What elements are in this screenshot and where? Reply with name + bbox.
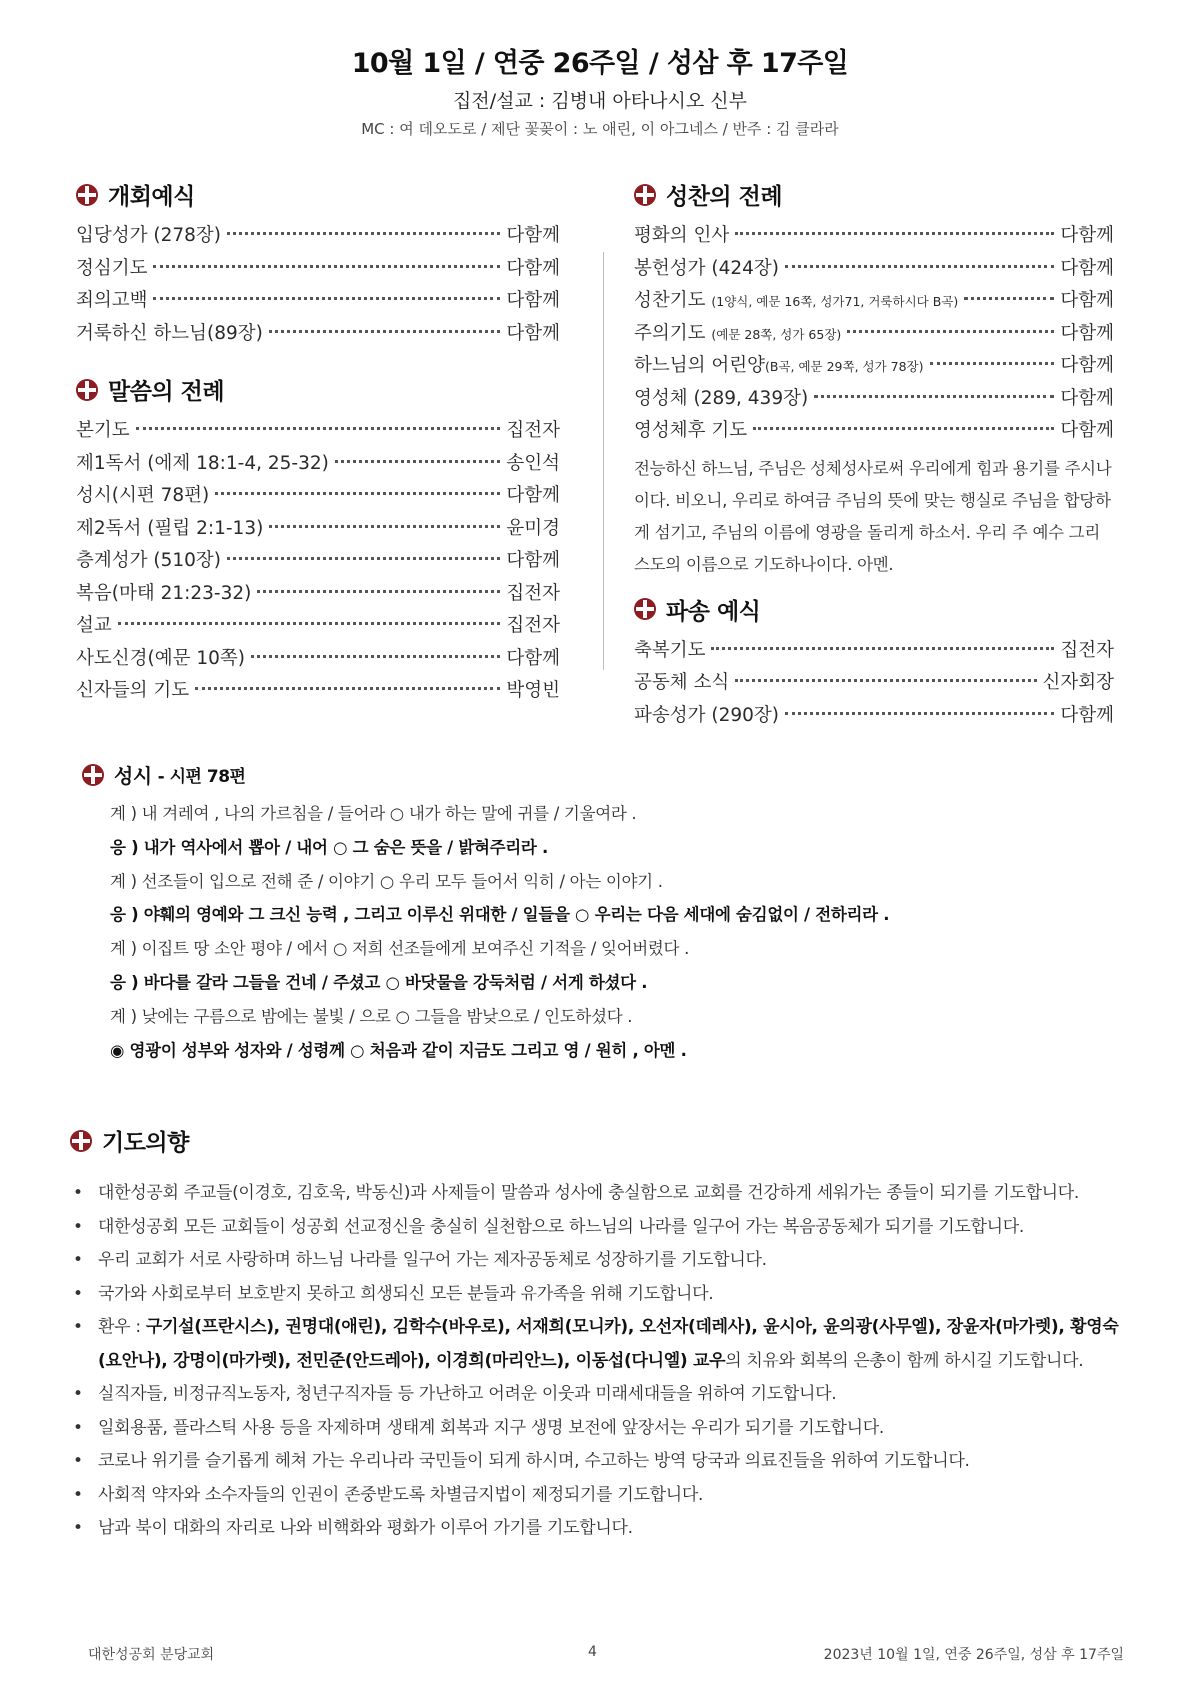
psalm-title: 성시 xyxy=(114,764,152,788)
section-title-text: 개회예식 xyxy=(108,184,195,210)
order-item xyxy=(76,481,560,514)
order-item xyxy=(76,514,560,547)
order-item-label xyxy=(634,384,808,410)
order-item-performer: 다함께 xyxy=(1060,225,1114,246)
cross-circle-icon xyxy=(82,764,104,786)
psalm-line: 계 ) 낮에는 구름으로 밤에는 불빛 / 으로 ○ 그들을 밤낮으로 / 인도하셨다 . xyxy=(110,1006,633,1026)
page-number: 4 xyxy=(588,1644,597,1660)
order-item-text: 층계성가 (510장) xyxy=(76,550,221,571)
prayer-list xyxy=(70,1177,1140,1546)
psalm-section xyxy=(82,760,1122,1067)
prayer-item xyxy=(70,1278,1140,1312)
order-item-performer: 집전자 xyxy=(1060,639,1114,661)
order-item-performer: 집전자 xyxy=(506,582,560,604)
section-title-prayers xyxy=(70,1124,1140,1157)
order-item xyxy=(634,416,1114,449)
order-item-label xyxy=(76,546,221,572)
order-item-text: 신자들의 기도 xyxy=(76,680,190,701)
cross-circle-icon xyxy=(76,379,98,401)
order-item-performer: 다함께 xyxy=(506,225,560,246)
psalm-line: 계 ) 내 겨레여 , 나의 가르침을 / 들어라 ○ 내가 하는 말에 귀를 / 기울여라 . xyxy=(110,804,637,823)
dismissal-item-list xyxy=(634,636,1114,734)
order-item-label xyxy=(634,636,705,662)
order-item-label xyxy=(76,319,263,345)
order-item-text: 영성체후 기도 xyxy=(634,420,748,441)
dot-leader xyxy=(711,647,1054,650)
prayer-item xyxy=(70,1512,1140,1546)
order-item-performer: 다함께 xyxy=(1060,322,1114,344)
psalm-line: 응 ) 내가 역사에서 뽑아 / 내어 ○ 그 숨은 뜻을 / 밝혀주리라 . xyxy=(110,837,548,857)
dot-leader xyxy=(215,492,500,495)
dot-leader xyxy=(753,427,1054,430)
psalm-subtitle: - 시편 78편 xyxy=(157,767,246,787)
eucharist-item-list xyxy=(634,221,1114,449)
section-title-text: 말씀의 전례 xyxy=(108,379,225,405)
order-item-label xyxy=(76,611,112,637)
section-title-text: 성찬의 전례 xyxy=(666,184,783,210)
dot-leader xyxy=(814,395,1054,398)
order-item xyxy=(634,701,1114,734)
prayer-item xyxy=(70,1311,1140,1378)
order-item-label xyxy=(76,579,251,605)
order-item-text: 주의기도 xyxy=(634,322,712,344)
order-item-text: 하느님의 어린양 xyxy=(634,355,765,376)
prayer-item xyxy=(70,1378,1140,1412)
order-item-text: 성시(시편 78편) xyxy=(76,485,210,506)
order-item-performer: 윤미경 xyxy=(506,517,560,539)
order-item xyxy=(76,611,560,644)
order-item-label xyxy=(634,668,729,694)
order-item-performer: 박영빈 xyxy=(506,680,560,701)
section-title-text: 기도의향 xyxy=(102,1130,189,1156)
footer-date: 2023년 10월 1일, 연중 26주일, 성삼 후 17주일 xyxy=(823,1647,1124,1663)
order-item-label xyxy=(76,416,130,442)
order-item-text: 거룩하신 하느님(89장) xyxy=(76,322,263,344)
order-item xyxy=(76,416,560,449)
prayer-text: 대한성공회 주교들(이경호, 김호욱, 박동신)과 사제들이 말씀과 성사에 충실함으로 교회를 건강하게 세워가는 종들이 되기를 기도합니다. xyxy=(98,1183,1080,1203)
order-item xyxy=(76,676,560,709)
dot-leader xyxy=(153,297,500,300)
dot-leader xyxy=(195,687,500,690)
order-item-text: 공동체 소식 xyxy=(634,672,730,693)
order-item-performer: 다함께 xyxy=(506,647,560,669)
prayer-item xyxy=(70,1445,1140,1479)
section-title-opening xyxy=(76,178,560,211)
order-item xyxy=(634,254,1114,287)
dot-leader xyxy=(118,622,501,625)
cross-circle-icon xyxy=(634,598,656,620)
order-item-label xyxy=(634,416,747,442)
order-item-text: 죄의고백 xyxy=(76,290,148,311)
order-item-label xyxy=(76,221,221,247)
dot-leader xyxy=(269,525,500,528)
prayer-intentions-section xyxy=(70,1124,1140,1546)
dot-leader xyxy=(930,362,1055,365)
dot-leader xyxy=(735,232,1054,235)
order-item-label xyxy=(634,351,924,377)
dot-leader xyxy=(964,297,1054,300)
order-item-label xyxy=(76,449,329,475)
order-item-label xyxy=(76,644,245,670)
prayer-text: 국가와 사회로부터 보호받지 못하고 희생되신 모든 분들과 유가족을 위해 기도합니다. xyxy=(98,1283,714,1304)
prayer-item xyxy=(70,1211,1140,1245)
order-item-label xyxy=(634,221,729,247)
footer-church: 대한성공회 분당교회 xyxy=(88,1647,215,1663)
dot-leader xyxy=(227,232,500,235)
dot-leader xyxy=(251,655,500,658)
page-footer xyxy=(88,1644,1124,1664)
order-item-performer: 다함께 xyxy=(506,257,560,279)
order-item xyxy=(634,668,1114,701)
psalm-line: 계 ) 선조들이 입으로 전해 준 / 이야기 ○ 우리 모두 들어서 익히 / 아는 이야기 . xyxy=(110,871,663,891)
order-item xyxy=(76,286,560,319)
prayer-text: 실직자들, 비정규직노동자, 청년구직자들 등 가난하고 어려운 이웃과 미래세대들을 위하여 기도합니다. xyxy=(98,1384,837,1404)
patient-names: 구기설(프란시스), 권명대(애린), 김학수(바우로), 서재희(모니카), 오선자(데레사), 윤시아, 윤의광(사무엘), 장윤자(마가렛), 황영숙(요안나), 강명이(마가렛), 전민준(안드레아), 이경희(마리안느), 이동섭(다니엘) 교우 xyxy=(98,1317,1119,1371)
celebrant-line: 집전/설교 : 김병내 아타나시오 신부 xyxy=(453,90,747,112)
order-item-performer: 다함께 xyxy=(506,290,560,311)
word-item-list xyxy=(76,416,560,709)
prayer-item xyxy=(70,1412,1140,1446)
order-item xyxy=(76,254,560,287)
postcommunion-prayer: 전능하신 하느님, 주님은 성체성사로써 우리에게 힘과 용기를 주시나이다. 비오니, 우리로 하여금 주님의 뜻에 맞는 행실로 주님을 합당하게 섬기고, 주님의 이름에 영광을 돌리게 하소서. 우리 주 예수 그리스도의 이름으로 기도하나이다. 아멘. xyxy=(634,458,1112,574)
order-item-label xyxy=(634,319,841,345)
dot-leader xyxy=(136,427,501,430)
order-item-text: 제2독서 (필립 2:1-13) xyxy=(76,517,264,539)
order-item xyxy=(634,636,1114,669)
section-title-word xyxy=(76,373,560,406)
order-item-performer: 집전자 xyxy=(506,420,560,441)
order-item xyxy=(634,221,1114,254)
right-column xyxy=(634,178,1114,733)
order-item-performer: 다함께 xyxy=(506,322,560,344)
order-item-text: 설교 xyxy=(76,615,112,636)
order-item-text: 입당성가 (278장) xyxy=(76,225,221,246)
dot-leader xyxy=(153,265,500,268)
dot-leader xyxy=(269,330,501,333)
order-item-text: 파송성가 (290장) xyxy=(634,704,779,726)
left-column xyxy=(76,178,560,709)
prayer-item xyxy=(70,1479,1140,1513)
order-item-performer: 다함께 xyxy=(1060,290,1114,311)
section-title-eucharist xyxy=(634,178,1114,211)
order-item-text: 봉헌성가 (424장) xyxy=(634,257,779,279)
order-item-label xyxy=(76,481,209,507)
psalm-line: 계 ) 이집트 땅 소안 평야 / 에서 ○ 저희 선조들에게 보여주신 기적을 / 잊어버렸다 . xyxy=(110,939,690,959)
order-item-text: 영성체 (289, 439장) xyxy=(634,387,809,409)
cross-circle-icon xyxy=(76,184,98,206)
dot-leader xyxy=(847,330,1054,333)
opening-item-list xyxy=(76,221,560,351)
dot-leader xyxy=(735,679,1036,682)
order-item xyxy=(634,319,1114,352)
order-item-performer: 집전자 xyxy=(506,615,560,636)
order-item-label xyxy=(76,286,147,312)
column-divider xyxy=(603,252,604,670)
prayer-item xyxy=(70,1177,1140,1211)
order-item-label xyxy=(634,286,958,312)
order-item-label xyxy=(76,254,147,280)
order-item-performer: 송인석 xyxy=(506,452,560,474)
dot-leader xyxy=(335,460,501,463)
order-item xyxy=(76,221,560,254)
order-item-text: 제1독서 (에제 18:1-4, 25-32) xyxy=(76,452,329,474)
psalm-line: 응 ) 바다를 갈라 그들을 건네 / 주셨고 ○ 바닷물을 강둑처럼 / 서게 하셨다 . xyxy=(110,972,648,992)
prayer-text: 우리 교회가 서로 사랑하며 하느님 나라를 일구어 가는 제자공동체로 성장하기를 기도합니다. xyxy=(98,1250,767,1270)
order-item xyxy=(634,384,1114,417)
prayer-text: 남과 북이 대화의 자리로 나와 비핵화와 평화가 이루어 가기를 기도합니다. xyxy=(98,1518,633,1538)
order-item-text: 본기도 xyxy=(76,420,130,441)
order-item-performer: 다함께 xyxy=(1060,257,1114,279)
order-item-performer: 다함께 xyxy=(1060,704,1114,726)
order-item-performer: 다함께 xyxy=(1060,387,1114,409)
dot-leader xyxy=(785,712,1054,715)
section-title-text: 파송 예식 xyxy=(666,598,761,625)
order-item-text: 축복기도 xyxy=(634,639,706,661)
prayer-text-tail: 의 치유와 회복의 은총이 함께 하시길 기도합니다. xyxy=(725,1350,1084,1371)
bulletin-header xyxy=(0,44,1200,142)
order-item-text: 사도신경(예문 10쪽) xyxy=(76,647,245,669)
prayer-text: 일회용품, 플라스틱 사용 등을 자제하며 생태계 회복과 지구 생명 보전에 앞장서는 우리가 되기를 기도합니다. xyxy=(98,1417,884,1438)
prayer-item xyxy=(70,1244,1140,1278)
order-item xyxy=(76,319,560,352)
order-item-note: (예문 28쪽, 성가 65장) xyxy=(711,326,842,342)
order-item-note: (1양식, 예문 16쪽, 성가71, 거룩하시다 B곡) xyxy=(711,294,959,309)
dot-leader xyxy=(227,557,500,560)
prayer-text: 코로나 위기를 슬기롭게 헤쳐 가는 우리나라 국민들이 되게 하시며, 수고하는 방역 당국과 의료진들을 위하여 기도합니다. xyxy=(98,1451,970,1471)
order-item xyxy=(76,449,560,482)
cross-circle-icon xyxy=(634,184,656,206)
order-item-text: 복음(마태 21:23-32) xyxy=(76,582,252,604)
order-item-text: 성찬기도 xyxy=(634,290,712,311)
section-title-psalm xyxy=(82,760,1122,789)
psalm-lines xyxy=(82,797,1122,1067)
order-item-performer: 다함께 xyxy=(506,485,560,506)
order-item xyxy=(634,286,1114,319)
order-item xyxy=(76,644,560,677)
prayer-text: 대한성공회 모든 교회들이 성공회 선교정신을 충실히 실천함으로 하느님의 나라를 일구어 가는 복음공동체가 되기를 기도합니다. xyxy=(98,1216,1024,1237)
dot-leader xyxy=(785,265,1054,268)
order-item-performer: 신자회장 xyxy=(1042,672,1114,693)
order-item xyxy=(76,579,560,612)
section-title-dismissal xyxy=(634,593,1114,626)
order-item-performer: 다함께 xyxy=(1060,420,1114,441)
order-item-label xyxy=(76,514,263,540)
order-item-label xyxy=(634,254,779,280)
prayer-text: 사회적 약자와 소수자들의 인권이 존중받도록 차별금지법이 제정되기를 기도합니다. xyxy=(98,1484,704,1505)
order-item-note: (B곡, 예문 29쪽, 성가 78장) xyxy=(764,359,924,374)
order-item-text: 평화의 인사 xyxy=(634,225,730,246)
order-item-label xyxy=(634,701,779,727)
order-item-performer: 다함께 xyxy=(1060,355,1114,376)
cross-circle-icon xyxy=(70,1130,92,1152)
dot-leader xyxy=(257,590,500,593)
order-item-label xyxy=(76,676,189,702)
order-item xyxy=(634,351,1114,384)
prayer-text: 환우 : xyxy=(98,1317,146,1337)
page-title: 10월 1일 / 연중 26주일 / 성삼 후 17주일 xyxy=(351,48,849,79)
order-item xyxy=(76,546,560,579)
order-item-performer: 다함께 xyxy=(506,550,560,571)
psalm-line: 응 ) 야훼의 영예와 그 크신 능력 , 그리고 이루신 위대한 / 일들을 ○ 우리는 다음 세대에 숨김없이 / 전하리라 . xyxy=(110,905,890,925)
psalm-line: ◉ 영광이 성부와 성자와 / 성령께 ○ 처음과 같이 지금도 그리고 영 / 원히 , 아멘 . xyxy=(110,1040,687,1060)
order-item-text: 정심기도 xyxy=(76,257,148,279)
roles-line: MC : 여 데오도로 / 제단 꽃꽂이 : 노 애린, 이 아그네스 / 반주 : 김 클라라 xyxy=(361,120,839,138)
